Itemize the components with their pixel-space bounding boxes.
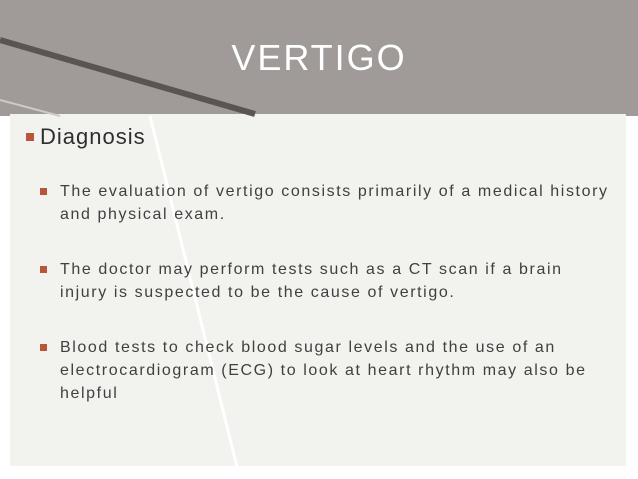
bullet-square-icon — [40, 266, 47, 273]
bullet-text: The evaluation of vertigo consists primarily of a medical history and physical exam. — [60, 183, 609, 223]
bullet-text: The doctor may perform tests such as a CT scan if a brain injury is suspected to be the cause of vertigo. — [60, 261, 563, 301]
bullet-item — [40, 180, 610, 226]
diagonal-line-light — [0, 100, 60, 116]
bullet-square-icon — [40, 344, 47, 351]
bullet-square-icon — [40, 188, 47, 195]
bullet-list — [40, 180, 610, 437]
slide-title: VERTIGO — [231, 37, 407, 78]
bullet-item — [40, 336, 610, 405]
heading-text: Diagnosis — [40, 124, 146, 149]
section-heading — [26, 122, 146, 152]
bullet-text: Blood tests to check blood sugar levels and the use of an electrocardiogram (ECG) to look at heart rhythm may also be helpful — [60, 339, 587, 402]
heading-bullet-icon — [26, 133, 34, 141]
bullet-item — [40, 258, 610, 304]
